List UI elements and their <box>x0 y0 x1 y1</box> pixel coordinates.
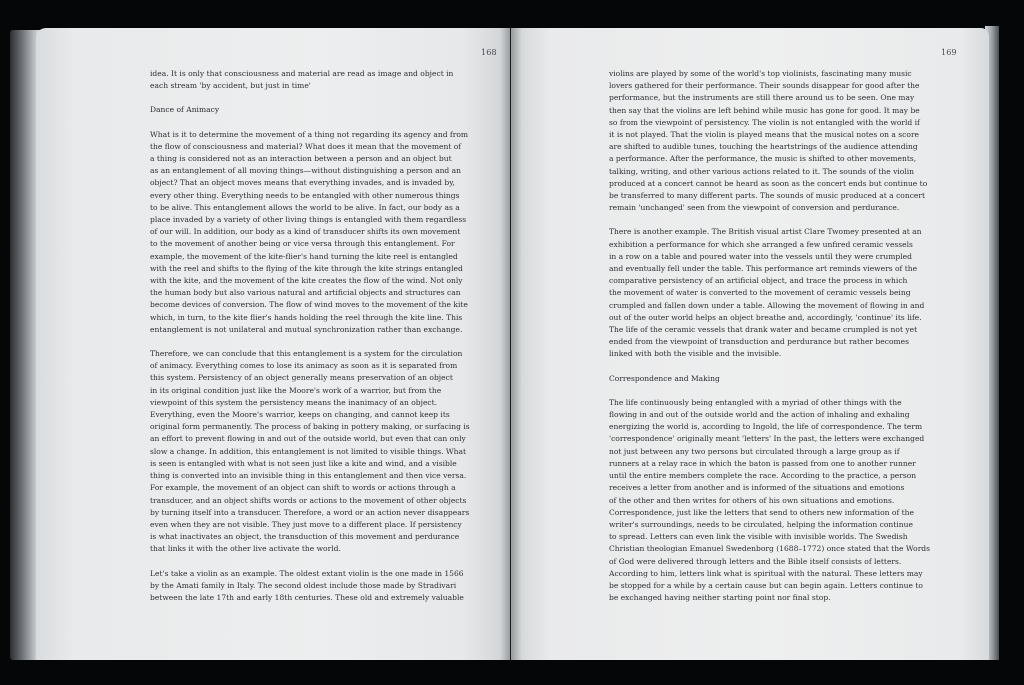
left-page-text <box>150 68 470 604</box>
text-line: an effort to prevent flowing in and out of the outside world, but even that can only <box>150 434 466 444</box>
text-line: between the late 17th and early 18th centuries. These old and extremely valuable <box>150 592 464 602</box>
left-page-number: 168 <box>481 47 497 57</box>
text-line: the human body but also various natural and artificial objects and structures can <box>150 288 461 298</box>
text-line: is what inactivates an object, the transduction of this movement and perdurance <box>150 532 460 542</box>
text-line: every other thing. Everything needs to be entangled with other numerous things <box>150 190 460 200</box>
text-line: are shifted to audible tunes, touching the heartstrings of the audience attending <box>609 142 918 152</box>
paragraph <box>150 348 470 555</box>
text-line: it is not played. That the violin is played means that the musical notes on a score <box>609 130 920 140</box>
text-line: by the Amati family in Italy. The second oldest include those made by Stradivari <box>150 580 457 590</box>
right-page-text <box>609 68 930 604</box>
text-line: slow a change. In addition, this entanglement is not limited to visible things. What <box>150 446 467 456</box>
text-line: thing is converted into an invisible thing in this entanglement and then vice versa. <box>150 471 467 481</box>
paragraph <box>150 568 470 605</box>
text-line: with the kite, and the movement of the kite creates the flow of the wind. Not only <box>150 276 463 286</box>
text-line: remain 'unchanged' seen from the viewpoint of conversion and perdurance. <box>609 203 900 213</box>
text-line: What is it to determine the movement of a thing not regarding its agency and from <box>150 129 469 139</box>
text-line: The life continuously being entangled with a myriad of other things with the <box>609 397 902 407</box>
text-line: to spread. Letters can even link the visible with invisible worlds. The Swedish <box>609 532 908 542</box>
text-line: a performance. After the performance, the music is shifted to other movements, <box>609 154 917 164</box>
text-line: of animacy. Everything comes to lose its animacy as soon as it is separated from <box>150 361 458 371</box>
text-line: Everything, even the Moore's warrior, keeps on changing, and cannot keep its <box>150 410 450 420</box>
text-line: produced at a concert cannot be heard as soon as the concert ends but continue to <box>609 178 928 188</box>
text-line: There is another example. The British visual artist Clare Twomey presented at an <box>609 227 922 237</box>
text-line: of God were delivered through letters and the Bible itself consists of letters. <box>609 556 902 566</box>
text-line: in a row on a table and poured water into the vessels until they were crumpled <box>609 251 912 261</box>
paragraph <box>609 226 930 360</box>
text-line: that links it with the other live activate the world. <box>150 544 341 554</box>
paragraph <box>150 129 470 336</box>
text-line: exhibition a performance for which she arranged a few unfired ceramic vessels <box>609 239 913 249</box>
right-page-number: 169 <box>941 47 957 57</box>
text-line: idea. It is only that consciousness and material are read as image and object in <box>150 69 454 78</box>
text-line: which, in turn, to the kite flier's hands holding the reel through the kite line. This <box>150 312 463 322</box>
text-line: is seen is entangled with what is not seen just like a kite and wind, and a visible <box>150 458 457 468</box>
text-line: ended from the viewpoint of transduction and perdurance but rather becomes <box>609 337 909 347</box>
section-heading-correspondence-and-making: Correspondence and Making <box>609 373 720 383</box>
text-line: Correspondence, just like the letters that send to others new information of the <box>609 507 914 517</box>
text-line: as an entanglement of all moving things—without distinguishing a person and an <box>150 166 462 176</box>
text-line: become devices of conversion. The flow of wind moves to the movement of the kite <box>150 300 468 310</box>
text-line: a thing is considered not as an interaction between a person and an object but <box>150 154 452 164</box>
text-line: receives a letter from another and is informed of the situations and emotions <box>609 483 905 493</box>
text-line: by turning itself into a transducer. Therefore, a word or an action never disappears <box>150 507 470 517</box>
text-line: even when they are not visible. They just move to a different place. If persistency <box>150 519 462 529</box>
text-line: comparative persistency of an artificial object, and trace the process in which <box>609 276 908 286</box>
section-heading-dance-of-animacy: Dance of Animacy <box>150 105 220 115</box>
paragraph <box>609 68 930 214</box>
paragraph <box>609 397 930 604</box>
text-line: the movement of water is converted to the movement of ceramic vessels being <box>609 288 911 298</box>
text-line: Christian theologian Emanuel Swedenborg (1688–1772) once stated that the Words <box>609 544 931 554</box>
text-line: transducer, and an object shifts words or actions to the movement of other objects <box>150 495 467 505</box>
text-line: be stopped for a while by a certain cause but can begin again. Letters continue to <box>609 580 923 590</box>
text-line: writer's surroundings, needs to be circulated, helping the information continue <box>609 519 913 529</box>
text-line: this system. Persistency of an object generally means preservation of an object <box>150 373 453 383</box>
text-line: so from the viewpoint of persistency. The violin is not entangled with the world if <box>609 117 920 127</box>
text-line: the flow of consciousness and material? What does it mean that the movement of <box>150 141 462 151</box>
text-line: 'correspondence' originally meant 'letters' In the past, the letters were exchanged <box>609 434 925 444</box>
text-line: Therefore, we can conclude that this entanglement is a system for the circulation <box>150 349 463 359</box>
text-line: of our will. In addition, our body as a kind of transducer shifts its own movement <box>150 227 461 237</box>
text-line: of the other and then writes for others of his own situations and emotions. <box>609 495 895 505</box>
text-line: to be alive. This entanglement allows the world to be alive. In fact, our body as a <box>150 202 460 212</box>
text-line: entanglement is not unilateral and mutual synchronization rather than exchange. <box>150 324 463 334</box>
intro-lines <box>150 68 470 92</box>
text-line: place invaded by a variety of other living things is entangled with them regardless <box>150 215 467 225</box>
text-line: until the entire members complete the race. According to the practice, a person <box>609 471 917 481</box>
text-line: object? That an object moves means that everything invades, and is invaded by, <box>150 178 455 188</box>
text-line: be transferred to many different parts. The sounds of music produced at a concert <box>609 191 926 201</box>
text-line: to the movement of another being or vice versa through this entanglement. For <box>150 239 455 249</box>
text-line: For example, the movement of an object can shift to words or actions through a <box>150 483 456 493</box>
text-line: linked with both the visible and the invisible. <box>609 349 782 359</box>
text-line: talking, writing, and other various actions related to it. The sounds of the violin <box>609 166 914 176</box>
text-line: According to him, letters link what is spiritual with the natural. These letters may <box>609 568 923 578</box>
text-line: out of the outer world helps an object breathe and, accordingly, 'continue' its life. <box>609 312 922 322</box>
text-line: be exchanged having neither starting point nor final stop. <box>609 593 831 603</box>
text-line: viewpoint of this system the persistency means the inanimacy of an object. <box>150 397 438 407</box>
text-line: and eventually fell under the table. This performance art reminds viewers of the <box>609 264 918 274</box>
text-line: then say that the violins are left behind while music has gone for good. It may be <box>609 105 920 115</box>
text-line: crumpled and fallen down under a table. Allowing the movement of flowing in and <box>609 300 925 310</box>
text-line: Let's take a violin as an example. The oldest extant violin is the one made in 1566 <box>150 568 464 578</box>
text-line: performance, but the instruments are still there around us to be seen. One may <box>609 93 915 103</box>
text-line: violins are played by some of the world's top violinists, fascinating many music <box>609 69 912 78</box>
text-line: energizing the world is, according to Ingold, the life of correspondence. The term <box>609 422 923 432</box>
text-line: with the reel and shifts to the flying of the kite through the kite strings entangled <box>150 263 463 273</box>
text-line: flowing in and out of the outside world and the action of inhaling and exhaling <box>609 410 910 420</box>
text-line: lovers gathered for their performance. Their sounds disappear for good after the <box>609 81 920 91</box>
text-line: not just between any two persons but circulated through a large group as if <box>609 446 900 456</box>
text-line: example, the movement of the kite-flier's hand turning the kite reel is entangled <box>150 251 458 261</box>
text-line: original form permanently. The process of baking in pottery making, or surfacing is <box>150 422 470 432</box>
text-line: in its original condition just like the Moore's work of a warrior, but from the <box>150 385 442 395</box>
text-line: runners at a relay race in which the baton is passed from one to another runner <box>609 458 916 468</box>
book-gutter <box>500 28 522 660</box>
text-line: each stream 'by accident, but just in time' <box>150 81 311 91</box>
text-line: The life of the ceramic vessels that drank water and became crumpled is not yet <box>609 325 918 335</box>
